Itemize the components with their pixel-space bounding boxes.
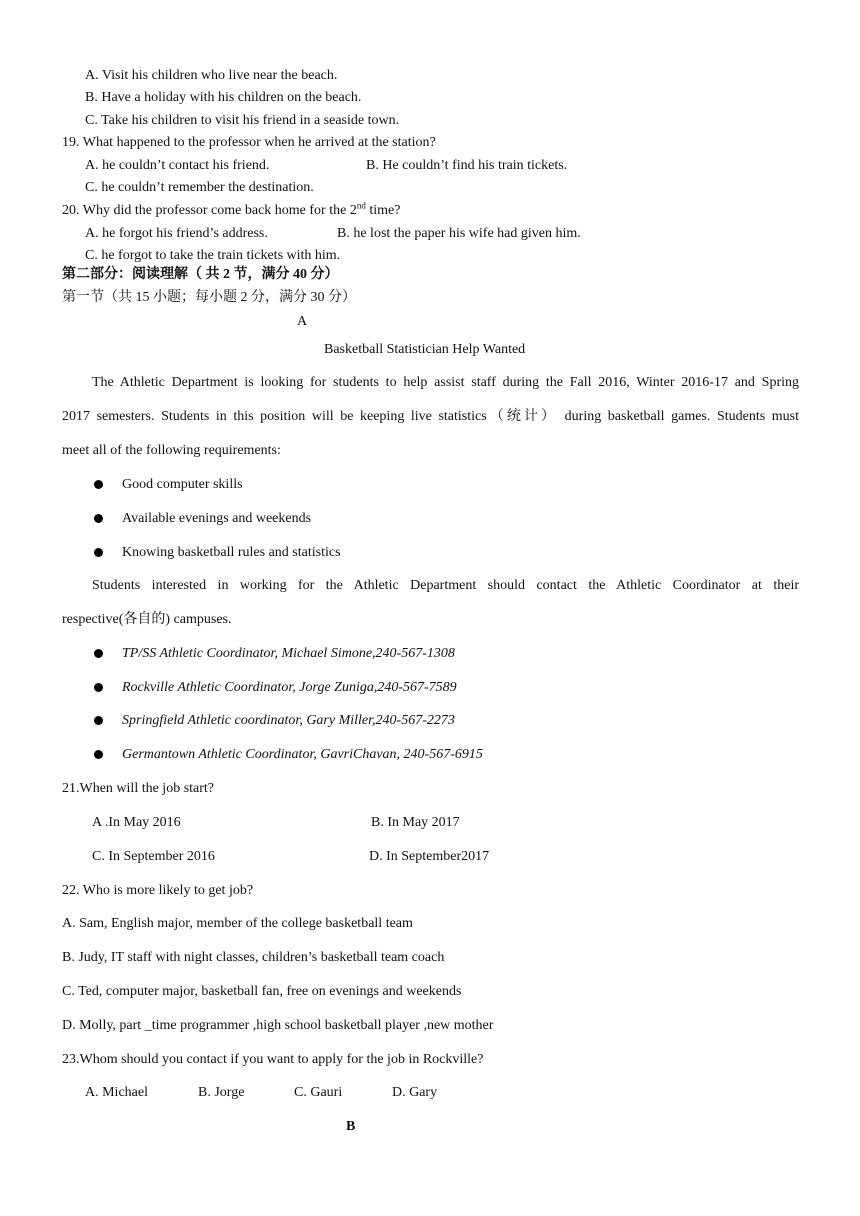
q21-option-b: B. In May 2017 — [371, 815, 460, 830]
q21-option-c: C. In September 2016 — [92, 849, 215, 864]
bullet-icon — [94, 480, 103, 489]
contact-item: Germantown Athletic Coordinator, GavriChavan, 240-567-6915 — [122, 747, 483, 762]
passage-a-p1-line1: The Athletic Department is looking for students to help assist staff during the Fall 2016, Winter 2016-17 and Spring — [92, 375, 799, 390]
requirement-item: Knowing basketball rules and statistics — [122, 545, 341, 560]
q20-ordinal-suffix: nd — [356, 200, 366, 211]
passage-a-p2-line1: Students interested in working for the Athletic Department should contact the Athletic Coordinator at their — [92, 578, 799, 593]
passage-b-letter: B — [346, 1119, 356, 1134]
q22-option-d: D. Molly, part _time programmer ,high school basketball player ,new mother — [62, 1018, 494, 1033]
q19-option-b: B. He couldn’t find his train tickets. — [366, 158, 568, 173]
passage-a-p1-line3: meet all of the following requirements: — [62, 443, 281, 458]
q20-option-c: C. he forgot to take the train tickets with him. — [85, 248, 341, 263]
q23-question: 23.Whom should you contact if you want to apply for the job in Rockville? — [62, 1052, 484, 1067]
q22-option-b: B. Judy, IT staff with night classes, children’s basketball team coach — [62, 950, 445, 965]
q20-question-end: time? — [365, 203, 401, 218]
q21-question: 21.When will the job start? — [62, 781, 215, 796]
bullet-icon — [94, 514, 103, 523]
q22-question: 22. Who is more likely to get job? — [62, 883, 254, 898]
q18-option-c: C. Take his children to visit his friend in a seaside town. — [85, 113, 400, 128]
bullet-icon — [94, 548, 103, 557]
q20-question — [62, 202, 400, 220]
q23-option-d: D. Gary — [392, 1085, 438, 1100]
q23-option-c: C. Gauri — [294, 1085, 343, 1100]
q19-question: 19. What happened to the professor when he arrived at the station? — [62, 135, 436, 150]
bullet-icon — [94, 683, 103, 692]
requirement-item: Available evenings and weekends — [122, 511, 312, 526]
q20-option-a: A. he forgot his friend’s address. — [85, 226, 268, 241]
q20-option-b: B. he lost the paper his wife had given him. — [337, 226, 581, 241]
q18-option-b: B. Have a holiday with his children on the beach. — [85, 90, 362, 105]
q20-question-text: 20. Why did the professor come back home for the 2 — [62, 203, 357, 218]
contact-item: Rockville Athletic Coordinator, Jorge Zuniga,240-567-7589 — [122, 680, 457, 695]
q22-option-c: C. Ted, computer major, basketball fan, free on evenings and weekends — [62, 984, 462, 999]
q23-option-b: B. Jorge — [198, 1085, 245, 1100]
bullet-icon — [94, 649, 103, 658]
q22-option-a: A. Sam, English major, member of the college basketball team — [62, 916, 413, 931]
passage-a-p1-line2: 2017 semesters. Students in this position will be keeping live statistics（统计） during basketball games. Students must — [62, 409, 799, 424]
q18-option-a: A. Visit his children who live near the beach. — [85, 68, 338, 83]
part2-heading: 第二部分：阅读理解（ 共 2 节，满分 40 分） — [62, 267, 339, 282]
passage-a-letter: A — [297, 314, 308, 329]
bullet-icon — [94, 750, 103, 759]
section1-heading: 第一节（共 15 小题；每小题 2 分，满分 30 分） — [62, 290, 356, 305]
q23-option-a: A. Michael — [85, 1085, 148, 1100]
q21-option-a: A .In May 2016 — [92, 815, 181, 830]
q21-option-d: D. In September2017 — [369, 849, 490, 864]
q19-option-a: A. he couldn’t contact his friend. — [85, 158, 270, 173]
contact-item: Springfield Athletic coordinator, Gary Miller,240-567-2273 — [122, 713, 455, 728]
contact-item: TP/SS Athletic Coordinator, Michael Simone,240-567-1308 — [122, 646, 455, 661]
bullet-icon — [94, 716, 103, 725]
passage-a-p2-line2: respective(各自的) campuses. — [62, 612, 232, 627]
q19-option-c: C. he couldn’t remember the destination. — [85, 180, 314, 195]
requirement-item: Good computer skills — [122, 477, 243, 492]
passage-a-title: Basketball Statistician Help Wanted — [324, 342, 526, 357]
